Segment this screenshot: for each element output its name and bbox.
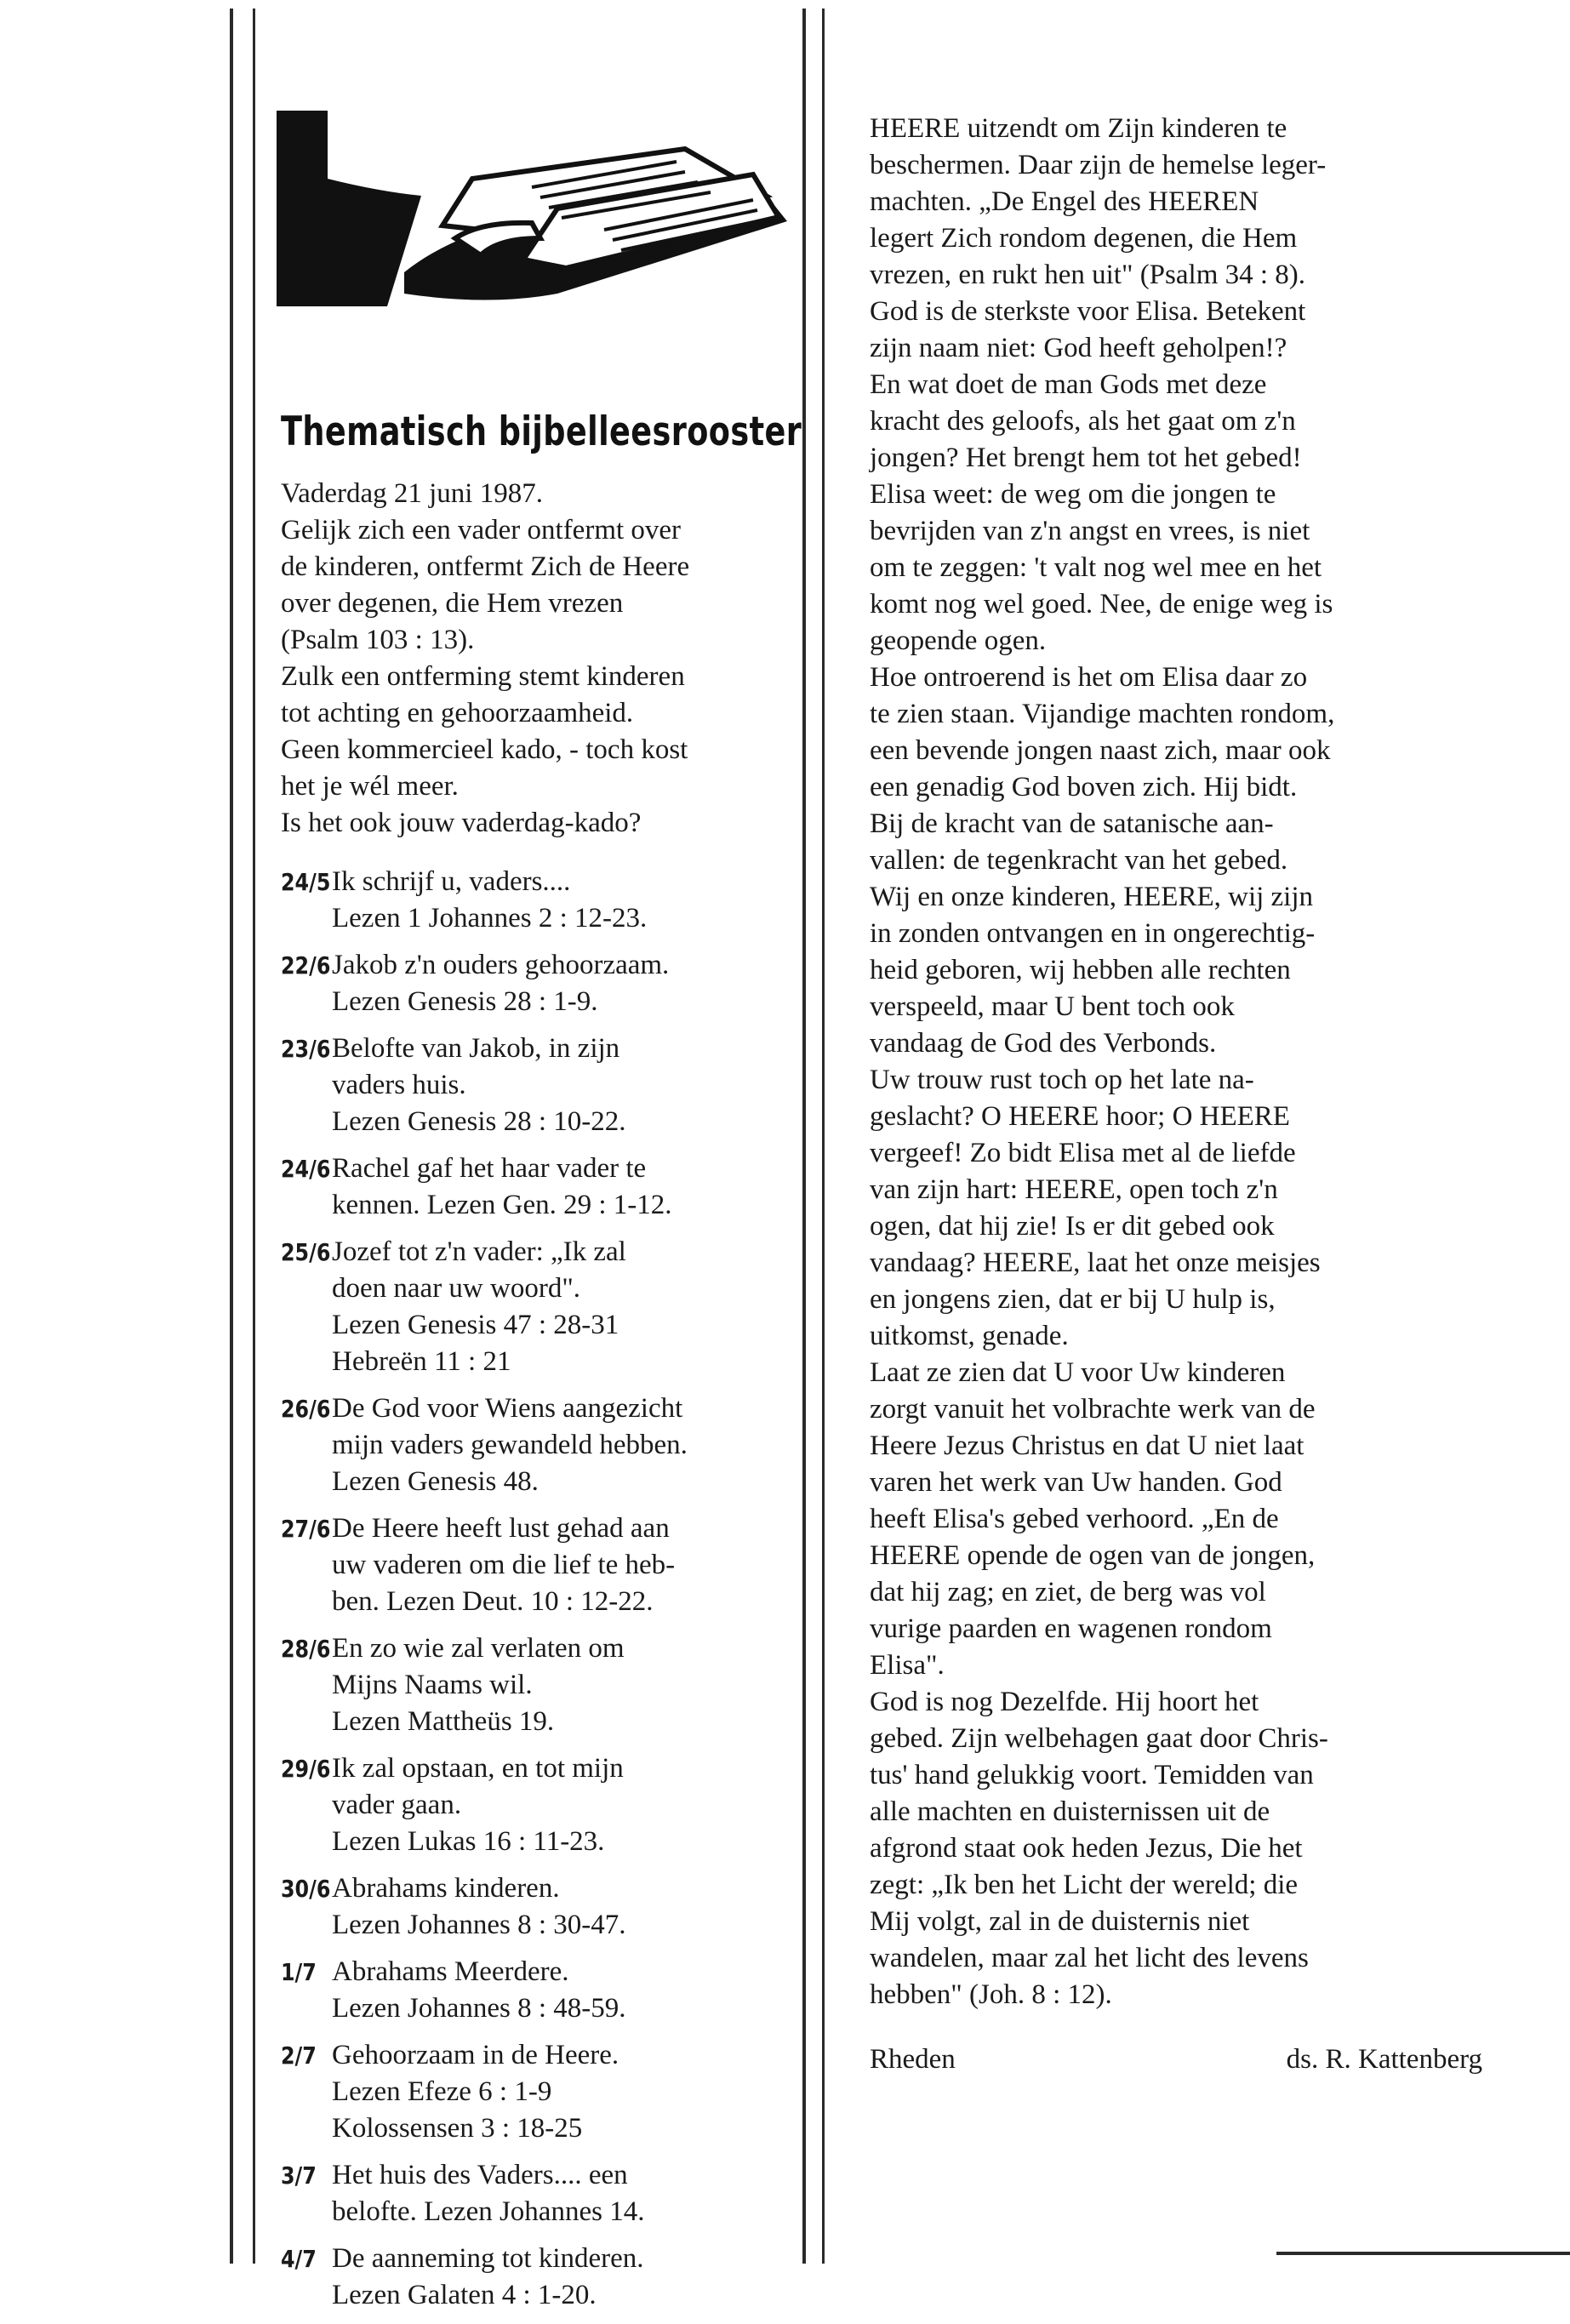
- text-line: Bij de kracht van de satanische aan-: [870, 808, 1274, 839]
- text-line: Laat ze zien dat U voor Uw kinderen: [870, 1357, 1286, 1388]
- schedule-line: doen naar uw woord".: [332, 1273, 581, 1304]
- schedule-date: 2/7: [281, 2041, 317, 2070]
- bottom-rule: [1276, 2252, 1570, 2255]
- text-line: Uw trouw rust toch op het late na-: [870, 1065, 1254, 1095]
- schedule-line: uw vaderen om die lief te heb-: [332, 1550, 676, 1580]
- schedule-line: Mijns Naams wil.: [332, 1670, 533, 1700]
- schedule-entry: [281, 1870, 791, 1944]
- text-line: vandaag de God des Verbonds.: [870, 1028, 1217, 1059]
- schedule-line: kennen. Lezen Gen. 29 : 1-12.: [332, 1190, 672, 1220]
- text-line: En wat doet de man Gods met deze: [870, 369, 1267, 400]
- intro-line: Geen kommercieel kado, - toch kost: [281, 734, 688, 765]
- text-line: heeft Elisa's gebed verhoord. „En de: [870, 1504, 1279, 1534]
- text-line: beschermen. Daar zijn de hemelse leger-: [870, 150, 1327, 180]
- schedule-entry: [281, 1630, 791, 1740]
- schedule-line: Ik zal opstaan, en tot mijn: [332, 1753, 624, 1784]
- left-column: [281, 408, 802, 2324]
- intro-line: Zulk een ontferming stemt kinderen: [281, 661, 685, 692]
- schedule-line: Abrahams Meerdere.: [332, 1956, 569, 1987]
- column-rule-mid-2: [822, 9, 825, 2264]
- schedule-text: [332, 1750, 791, 1860]
- schedule-line: Belofte van Jakob, in zijn: [332, 1033, 620, 1064]
- schedule-line: De Heere heeft lust gehad aan: [332, 1513, 670, 1544]
- text-line: machten. „De Engel des HEEREN: [870, 186, 1259, 217]
- text-line: ogen, dat hij zie! Is er dit gebed ook: [870, 1211, 1275, 1242]
- column-rule-left-1: [230, 9, 233, 2264]
- schedule-date: 28/6: [281, 1635, 331, 1663]
- text-line: God is nog Dezelfde. Hij hoort het: [870, 1687, 1259, 1717]
- schedule-line: De aanneming tot kinderen.: [332, 2243, 644, 2274]
- schedule-date: 24/5: [281, 868, 331, 896]
- schedule-line: ben. Lezen Deut. 10 : 12-22.: [332, 1586, 654, 1617]
- text-line: en jongens zien, dat er bij U hulp is,: [870, 1284, 1276, 1315]
- text-line: zegt: „Ik ben het Licht der wereld; die: [870, 1870, 1299, 1900]
- text-line: vrezen, en rukt hen uit" (Psalm 34 : 8).: [870, 260, 1306, 290]
- schedule-line: Lezen Galaten 4 : 1-20.: [332, 2280, 597, 2310]
- text-line: jongen? Het brengt hem tot het gebed!: [870, 443, 1302, 473]
- schedule-date: 27/6: [281, 1515, 331, 1543]
- schedule-line: Jozef tot z'n vader: „Ik zal: [332, 1236, 626, 1267]
- schedule-text: [332, 1954, 791, 2027]
- text-line: vurige paarden en wagenen rondom: [870, 1613, 1272, 1644]
- text-line: geopende ogen.: [870, 625, 1047, 656]
- text-line: zijn naam niet: God heeft geholpen!?: [870, 333, 1287, 363]
- text-line: varen het werk van Uw handen. God: [870, 1467, 1282, 1498]
- schedule-date: 1/7: [281, 1958, 317, 1986]
- text-line: wandelen, maar zal het licht des levens: [870, 1943, 1309, 1973]
- schedule-line: Hebreën 11 : 21: [332, 1346, 511, 1377]
- text-line: alle machten en duisternissen uit de: [870, 1796, 1270, 1827]
- schedule-entry: [281, 1234, 791, 1380]
- schedule-text: [332, 1630, 791, 1740]
- schedule-date: 26/6: [281, 1395, 331, 1423]
- schedule-date: 4/7: [281, 2245, 317, 2273]
- schedule-line: En zo wie zal verlaten om: [332, 1633, 625, 1664]
- text-line: vallen: de tegenkracht van het gebed.: [870, 845, 1288, 876]
- schedule-date: 22/6: [281, 951, 331, 979]
- text-line: afgrond staat ook heden Jezus, Die het: [870, 1833, 1303, 1864]
- text-line: uitkomst, genade.: [870, 1321, 1069, 1351]
- schedule-line: Lezen Genesis 28 : 10-22.: [332, 1106, 626, 1137]
- schedule-entry: [281, 1151, 791, 1224]
- reading-schedule: [281, 864, 791, 2314]
- intro-line: Vaderdag 21 juni 1987.: [281, 478, 543, 509]
- schedule-date: 30/6: [281, 1875, 331, 1903]
- schedule-line: Het huis des Vaders.... een: [332, 2160, 628, 2190]
- intro-line: Gelijk zich een vader ontfermt over: [281, 515, 682, 545]
- text-line: tus' hand gelukkig voort. Temidden van: [870, 1760, 1314, 1790]
- schedule-entry: [281, 1390, 791, 1500]
- schedule-line: Rachel gaf het haar vader te: [332, 1153, 647, 1184]
- text-line: heid geboren, wij hebben alle rechten: [870, 955, 1291, 985]
- text-line: Wij en onze kinderen, HEERE, wij zijn: [870, 882, 1314, 912]
- text-line: Elisa".: [870, 1650, 945, 1681]
- signature-author: ds. R. Kattenberg: [1286, 2044, 1482, 2075]
- text-line: geslacht? O HEERE hoor; O HEERE: [870, 1101, 1290, 1132]
- schedule-date: 24/6: [281, 1155, 331, 1183]
- schedule-text: [332, 1234, 791, 1380]
- schedule-line: Lezen Efeze 6 : 1-9: [332, 2076, 552, 2107]
- text-line: om te zeggen: 't valt nog wel mee en het: [870, 552, 1322, 583]
- text-line: zorgt vanuit het volbrachte werk van de: [870, 1394, 1316, 1425]
- text-line: hebben" (Joh. 8 : 12).: [870, 1979, 1112, 2010]
- page-title: Thematisch bijbelleesrooster: [281, 408, 802, 455]
- text-line: legert Zich rondom degenen, die Hem: [870, 223, 1298, 254]
- column-rule-left-2: [253, 9, 255, 2264]
- text-line: een genadig God boven zich. Hij bidt.: [870, 772, 1298, 802]
- schedule-text: [332, 864, 791, 937]
- schedule-entry: [281, 1031, 791, 1140]
- schedule-line: belofte. Lezen Johannes 14.: [332, 2196, 645, 2227]
- text-line: Mij volgt, zal in de duisternis niet: [870, 1906, 1250, 1937]
- text-line: kracht des geloofs, als het gaat om z'n: [870, 406, 1296, 437]
- schedule-line: Lezen 1 Johannes 2 : 12-23.: [332, 903, 648, 934]
- schedule-text: [332, 1510, 791, 1620]
- text-line: een bevende jongen naast zich, maar ook: [870, 735, 1331, 766]
- text-line: in zonden ontvangen en in ongerechtig-: [870, 918, 1316, 949]
- schedule-text: [332, 1870, 791, 1944]
- schedule-line: Lezen Mattheüs 19.: [332, 1706, 555, 1737]
- text-line: bevrijden van z'n angst en vrees, is niet: [870, 516, 1310, 546]
- schedule-line: Lezen Lukas 16 : 11-23.: [332, 1826, 605, 1857]
- schedule-line: Lezen Genesis 48.: [332, 1466, 539, 1497]
- schedule-text: [332, 947, 791, 1020]
- schedule-date: 29/6: [281, 1755, 331, 1783]
- schedule-text: [332, 2037, 791, 2147]
- schedule-date: 3/7: [281, 2161, 317, 2190]
- text-line: dat hij zag; en ziet, de berg was vol: [870, 1577, 1266, 1607]
- schedule-entry: [281, 2157, 791, 2230]
- text-line: Hoe ontroerend is het om Elisa daar zo: [870, 662, 1308, 693]
- signature: [870, 2044, 1482, 2076]
- schedule-entry: [281, 947, 791, 1020]
- text-line: van zijn hart: HEERE, open toch z'n: [870, 1174, 1278, 1205]
- schedule-line: mijn vaders gewandeld hebben.: [332, 1430, 688, 1460]
- text-line: HEERE uitzendt om Zijn kinderen te: [870, 113, 1287, 144]
- text-line: te zien staan. Vijandige machten rondom,: [870, 699, 1335, 729]
- schedule-date: 23/6: [281, 1035, 331, 1063]
- intro-line: tot achting en gehoorzaamheid.: [281, 698, 634, 728]
- intro-text: [281, 476, 791, 842]
- schedule-date: 25/6: [281, 1238, 331, 1266]
- schedule-text: [332, 2241, 791, 2314]
- schedule-line: vaders huis.: [332, 1070, 466, 1100]
- text-line: komt nog wel goed. Nee, de enige weg is: [870, 589, 1333, 620]
- schedule-entry: [281, 2241, 791, 2314]
- text-line: vandaag? HEERE, laat het onze meisjes: [870, 1248, 1321, 1278]
- intro-line: de kinderen, ontfermt Zich de Heere: [281, 551, 690, 582]
- text-line: HEERE opende de ogen van de jongen,: [870, 1540, 1316, 1571]
- intro-line: het je wél meer.: [281, 771, 459, 802]
- right-column: [870, 111, 1482, 2076]
- schedule-text: [332, 2157, 791, 2230]
- text-line: verspeeld, maar U bent toch ook: [870, 991, 1235, 1022]
- schedule-text: [332, 1390, 791, 1500]
- schedule-line: vader gaan.: [332, 1790, 462, 1820]
- schedule-entry: [281, 1954, 791, 2027]
- schedule-line: Lezen Johannes 8 : 30-47.: [332, 1910, 626, 1940]
- schedule-line: Gehoorzaam in de Heere.: [332, 2040, 619, 2070]
- schedule-line: Lezen Johannes 8 : 48-59.: [332, 1993, 626, 2024]
- schedule-entry: [281, 1510, 791, 1620]
- schedule-entry: [281, 2037, 791, 2147]
- schedule-line: Lezen Genesis 28 : 1-9.: [332, 986, 598, 1017]
- intro-line: over degenen, die Hem vrezen: [281, 588, 624, 619]
- schedule-line: Kolossensen 3 : 18-25: [332, 2113, 583, 2144]
- text-line: Elisa weet: de weg om die jongen te: [870, 479, 1276, 510]
- schedule-entry: [281, 1750, 791, 1860]
- schedule-entry: [281, 864, 791, 937]
- schedule-line: Jakob z'n ouders gehoorzaam.: [332, 950, 670, 980]
- schedule-line: De God voor Wiens aangezicht: [332, 1393, 683, 1424]
- schedule-line: Abrahams kinderen.: [332, 1873, 560, 1904]
- schedule-text: [332, 1031, 791, 1140]
- text-line: vergeef! Zo bidt Elisa met al de liefde: [870, 1138, 1296, 1168]
- text-line: gebed. Zijn welbehagen gaat door Chris-: [870, 1723, 1328, 1754]
- schedule-line: Lezen Genesis 47 : 28-31: [332, 1310, 619, 1340]
- text-line: God is de sterkste voor Elisa. Betekent: [870, 296, 1306, 327]
- intro-line: Is het ook jouw vaderdag-kado?: [281, 808, 642, 838]
- column-rule-mid-1: [802, 9, 806, 2264]
- intro-line: (Psalm 103 : 13).: [281, 625, 475, 655]
- text-line: Heere Jezus Christus en dat U niet laat: [870, 1430, 1305, 1461]
- schedule-text: [332, 1151, 791, 1224]
- schedule-line: Ik schrijf u, vaders....: [332, 866, 571, 897]
- open-book-hand-icon: [277, 111, 804, 306]
- meditation-text: [870, 111, 1482, 2013]
- signature-place: Rheden: [870, 2044, 956, 2075]
